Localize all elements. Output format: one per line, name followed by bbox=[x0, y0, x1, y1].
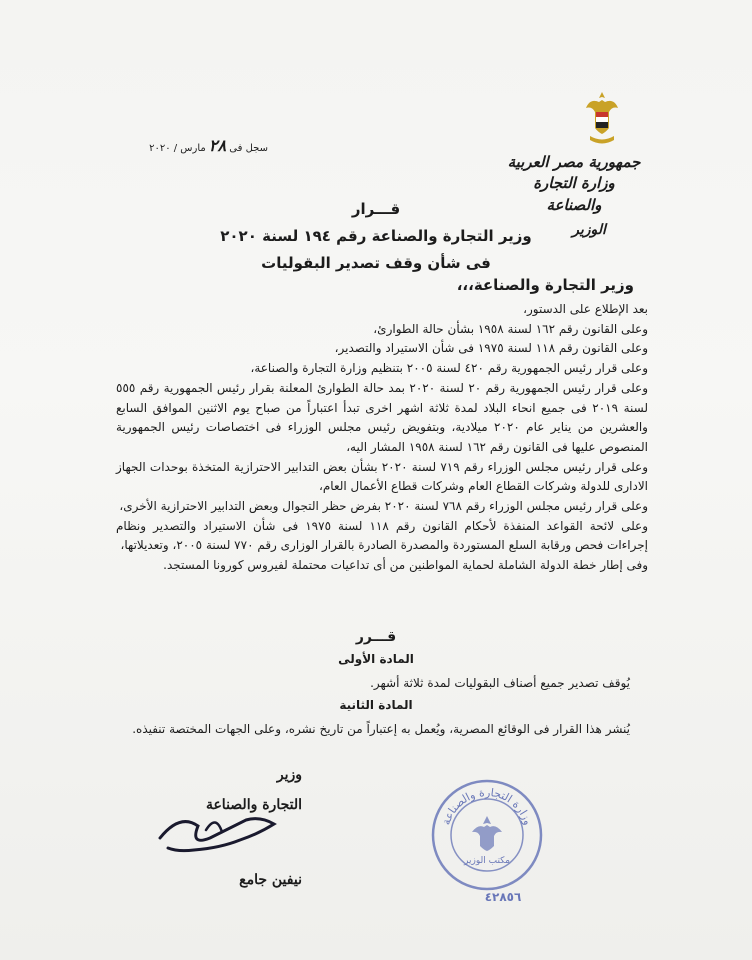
decision-number-title: وزير التجارة والصناعة رقم ١٩٤ لسنة ٢٠٢٠ bbox=[220, 227, 532, 245]
preamble-paragraph: وعلى لائحة القواعد المنفذة لأحكام القانون رقم ١١٨ لسنة ١٩٧٥ فى شأن الاستيراد والتصدير ونظام إجراءات فحص ورقابة السلع المستوردة والمصدرة الصادرة بالقرار الوزارى رقم ٧٧٠ لسنة ٢٠٠٥، وتعديلاتها، bbox=[116, 518, 649, 553]
registration-day: ٢٨ bbox=[208, 136, 227, 155]
article-2-text: يُنشر هذا القرار فى الوقائع المصرية، ويُعمل به إعتباراً من تاريخ نشره، وعلى الجهات المختصة تنفيذه. bbox=[132, 722, 630, 736]
preamble-paragraph: وعلى قرار رئيس الجمهورية رقم ٢٠ لسنة ٢٠٢٠ بمد حالة الطوارئ المعلنة بقرار رئيس الجمهورية رقم ٥٥٥ لسنة ٢٠١٩ فى جميع انحاء البلاد لمدة ثلاثة اشهر اخرى تبدأ اعتباراً من صباح يوم الاثنين الموافق السابع والعشرين من يناير عام ٢٠٢٠ ميلادية، وبتفويض رئيس مجلس الوزراء فى اختصاصات رئيس الجمهورية المنصوص عليها فى القانون رقم ١٦٢ لسنة ١٩٥٨ المشار اليه، bbox=[116, 380, 648, 454]
addressee: وزير التجارة والصناعة،،، bbox=[456, 276, 634, 294]
decision-heading: قـــرار bbox=[351, 200, 401, 218]
minister-name: نيفين جامع bbox=[239, 872, 302, 888]
stamp-number: ٤٢٨٥٦ bbox=[484, 890, 522, 904]
preamble-paragraph: وعلى قرار رئيس الجمهورية رقم ٤٢٠ لسنة ٢٠٠٥ بتنظيم وزارة التجارة والصناعة، bbox=[250, 361, 648, 376]
registration-prefix: سجل فى bbox=[229, 143, 268, 154]
decree-heading: قـــرر bbox=[355, 629, 397, 645]
article-1-title: المادة الأولى bbox=[338, 652, 414, 666]
article-1-text: يُوقف تصدير جميع أصناف البقوليات لمدة ثلاثة أشهر. bbox=[370, 676, 630, 690]
stamp-seal-icon bbox=[428, 776, 546, 894]
decision-titles bbox=[0, 196, 752, 276]
letterhead-ministry: وزارة التجارة والصناعة bbox=[533, 174, 615, 214]
stamp-inner-text: مكتب الوزير bbox=[464, 856, 510, 866]
signature-title-line2: التجارة والصناعة bbox=[205, 797, 302, 813]
decision-subject: فى شأن وقف تصدير البقوليات bbox=[261, 254, 491, 272]
preamble-paragraph: وعلى القانون رقم ١١٨ لسنة ١٩٧٥ فى شأن الاستيراد والتصدير، bbox=[334, 341, 648, 356]
preamble-paragraph: وفى إطار خطة الدولة الشاملة لحماية المواطنين من أى تداعيات محتملة لفيروس كورونا المستجد. bbox=[163, 558, 648, 573]
preamble-paragraph: وعلى القانون رقم ١٦٢ لسنة ١٩٥٨ بشأن حالة الطوارئ، bbox=[373, 321, 648, 336]
egypt-eagle-crest-icon bbox=[582, 88, 622, 150]
letterhead-country: جمهورية مصر العربية bbox=[507, 153, 641, 171]
preamble-paragraph: بعد الإطلاع على الدستور، bbox=[523, 302, 648, 316]
stamp-outer-text: وزارة التجارة والصناعة bbox=[439, 785, 535, 827]
signature-title-line1: وزير bbox=[276, 767, 302, 783]
preamble-paragraph: وعلى قرار رئيس مجلس الوزراء رقم ٧١٩ لسنة ٢٠٢٠ بشأن بعض التدابير الاحترازية المتخذة بوحدات الجهاز الادارى للدولة وشركات القطاع العام وشركات قطاع الأعمال العام، bbox=[116, 459, 649, 494]
article-2-title: المادة الثانية bbox=[339, 698, 413, 712]
preamble-text bbox=[116, 300, 648, 576]
official-stamp bbox=[428, 776, 546, 894]
preamble-paragraph: وعلى قرار رئيس مجلس الوزراء رقم ٧٦٨ لسنة ٢٠٢٠ بفرض حظر التجوال وبعض التدابير الاحترازية الأخرى، bbox=[119, 499, 648, 514]
registration-rest: مارس / ٢٠٢٠ bbox=[149, 143, 206, 154]
registration-date bbox=[118, 136, 268, 155]
handwritten-signature bbox=[150, 808, 290, 858]
letterhead-minister: الوزير bbox=[572, 222, 606, 238]
